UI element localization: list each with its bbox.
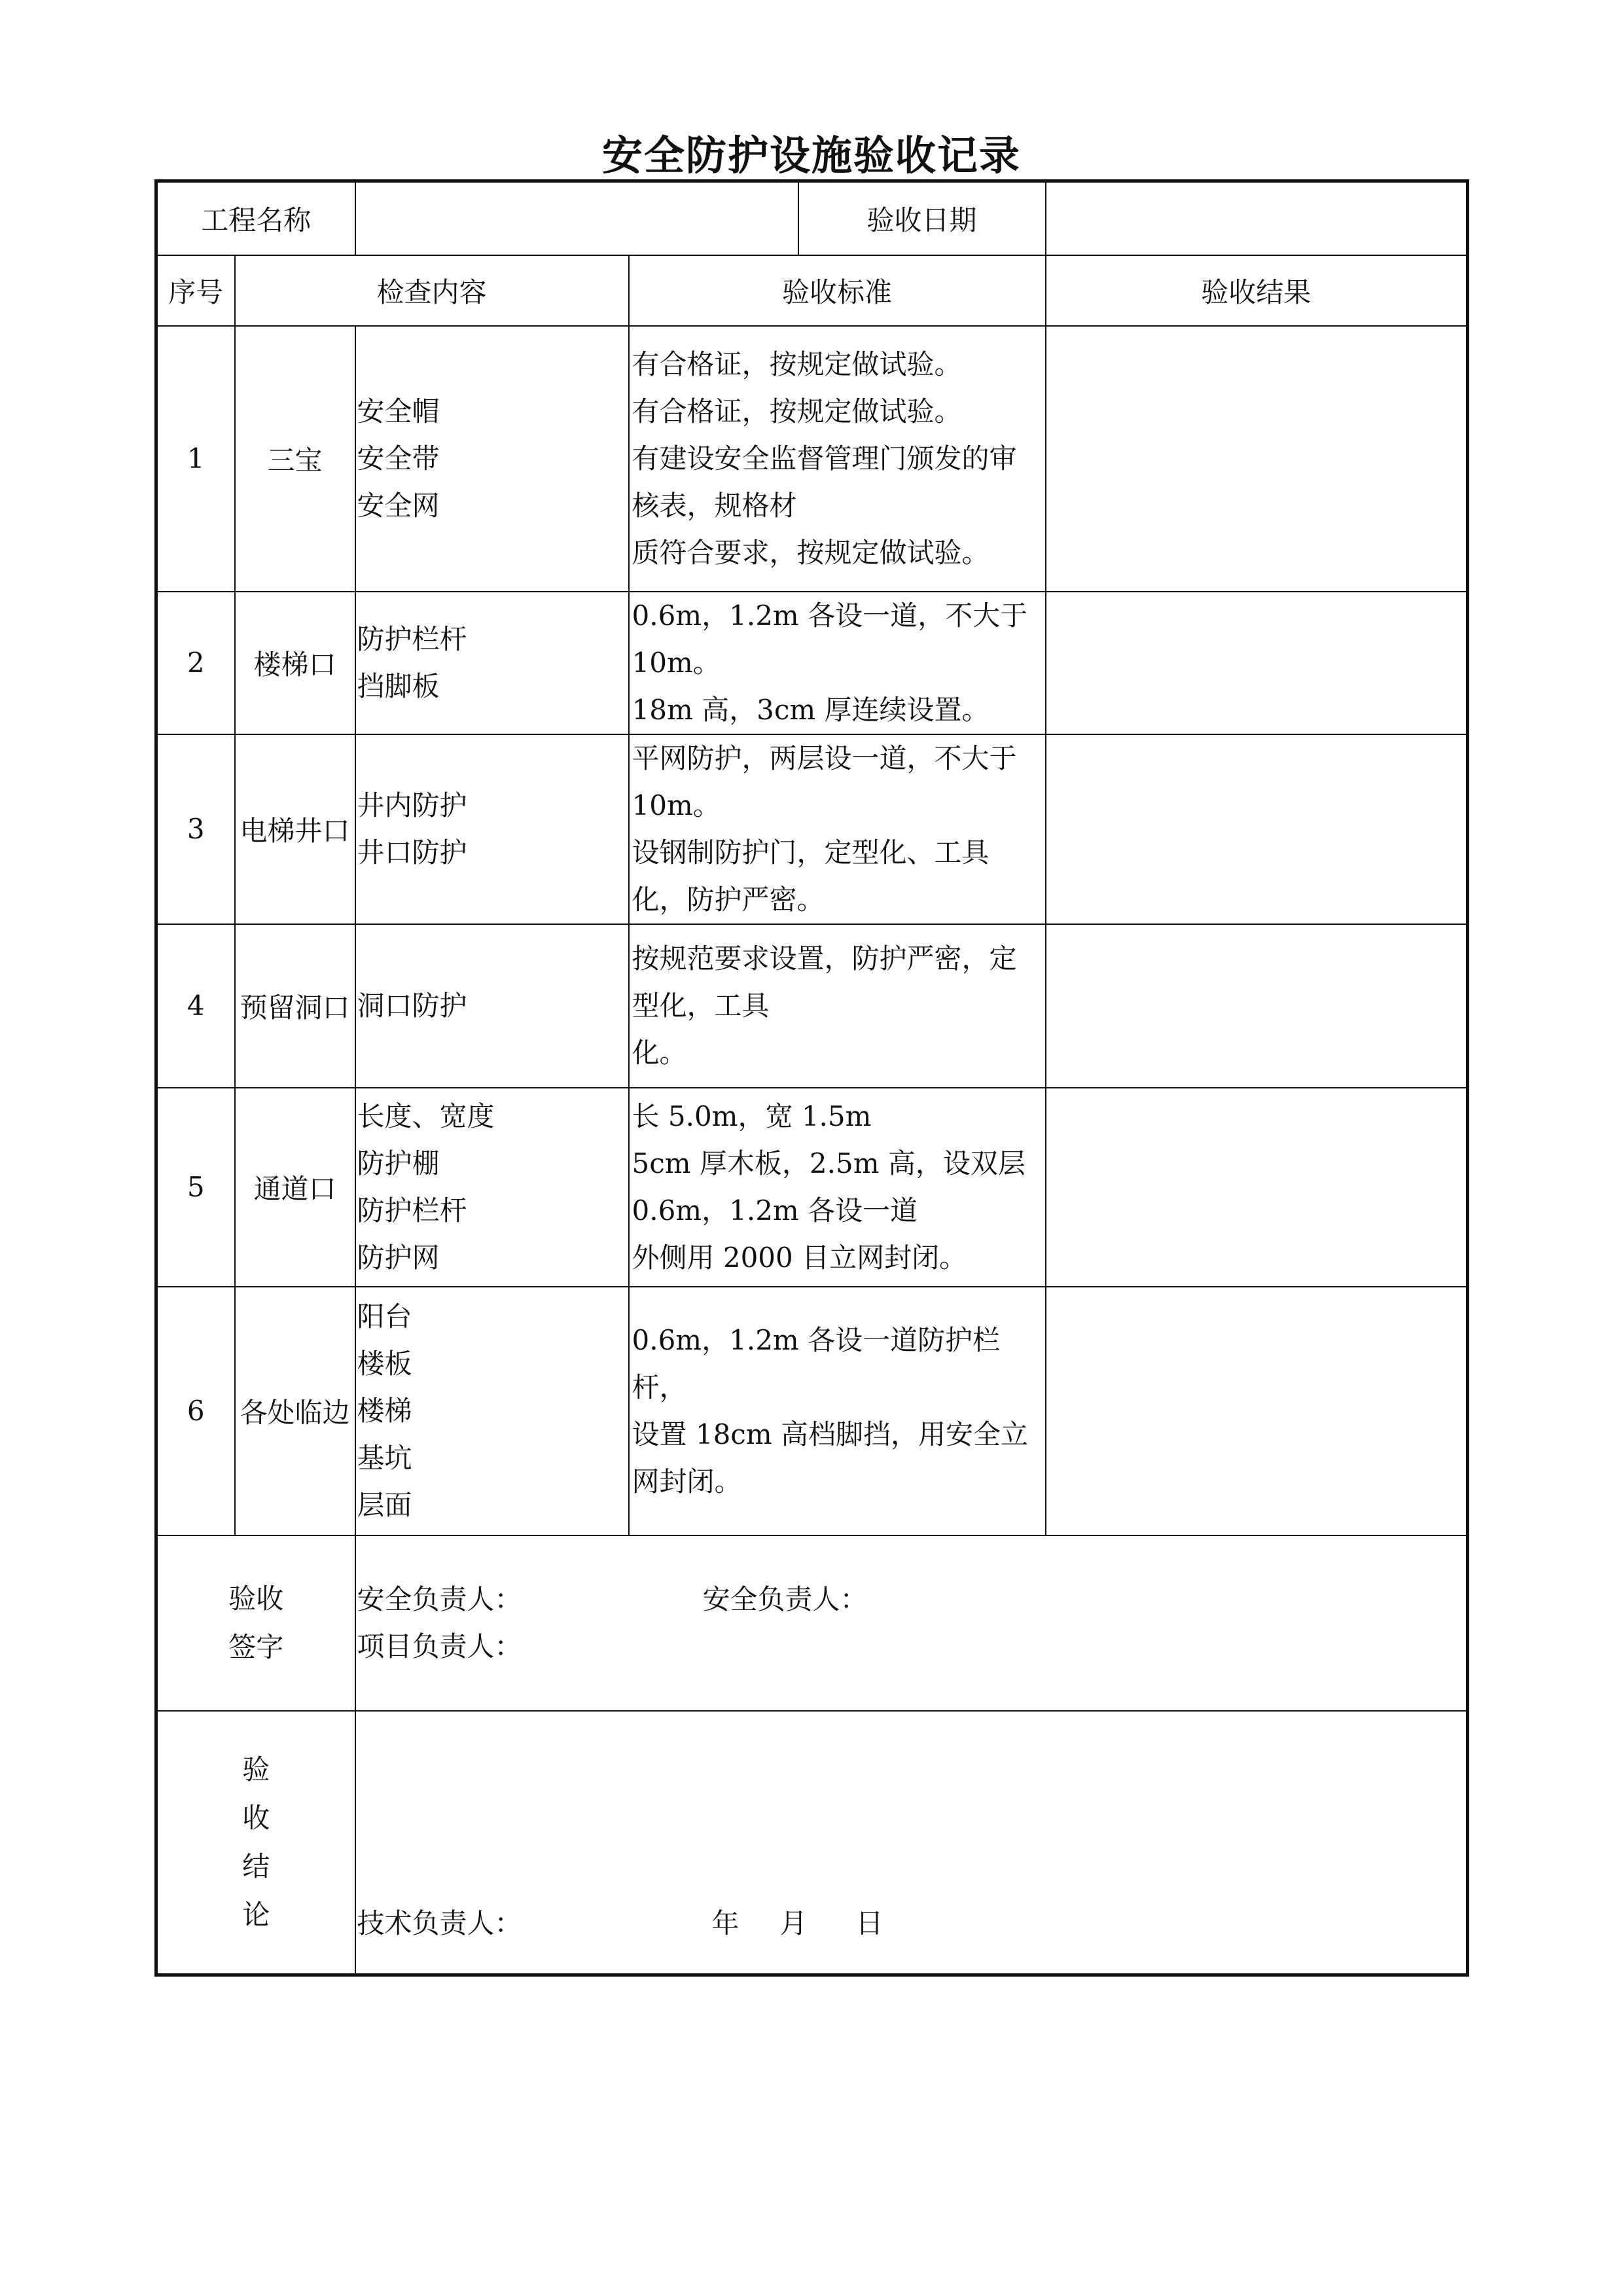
row-category: 通道口 (235, 1088, 355, 1287)
row-category: 电梯井口 (235, 734, 355, 924)
row-category: 三宝 (235, 326, 355, 592)
row-standard (629, 734, 1046, 924)
standard-line: 平网防护，两层设一道，不大于 10m。 (632, 742, 1017, 821)
standard-line: 设钢制防护门，定型化、工具化，防护严密。 (632, 836, 990, 916)
standard-line: 设置 18cm 高档脚挡，用安全立网封闭。 (632, 1418, 1029, 1498)
check-item: 防护网 (357, 1241, 440, 1274)
check-item: 阳台 (357, 1300, 412, 1333)
acceptance-date-label: 验收日期 (798, 181, 1046, 255)
row-items (355, 592, 629, 734)
row-index: 5 (156, 1088, 235, 1287)
check-item: 基坑 (357, 1441, 412, 1474)
acceptance-date-field[interactable] (1046, 181, 1468, 255)
standard-line: 质符合要求，按规定做试验。 (632, 536, 990, 569)
check-item: 洞口防护 (357, 989, 467, 1022)
table-row (156, 326, 1468, 592)
col-header-content: 检查内容 (235, 255, 629, 326)
standard-line: 0.6m，1.2m 各设一道防护栏杆， (632, 1323, 1001, 1403)
standard-line: 有建设安全监督管理门颁发的审核表，规格材 (632, 442, 1017, 522)
signature-row (156, 1535, 1468, 1711)
check-item: 防护栏杆 (357, 1194, 467, 1227)
standard-line: 长 5.0m，宽 1.5m (632, 1100, 872, 1132)
row-index: 4 (156, 924, 235, 1088)
standard-line: 0.6m，1.2m 各设一道，不大于 10m。 (632, 599, 1028, 679)
date-month: 月 (779, 1907, 808, 1939)
conclusion-area[interactable] (355, 1711, 1468, 1975)
row-result-field[interactable] (1046, 924, 1468, 1088)
row-items (355, 734, 629, 924)
standard-line: 有合格证，按规定做试验。 (632, 395, 962, 427)
row-result-field[interactable] (1046, 592, 1468, 734)
project-name-label: 工程名称 (156, 181, 355, 255)
row-result-field[interactable] (1046, 326, 1468, 592)
check-item: 安全网 (357, 489, 440, 522)
check-item: 挡脚板 (357, 670, 440, 702)
check-item: 井内防护 (357, 789, 467, 821)
row-index: 1 (156, 326, 235, 592)
standard-line: 有合格证，按规定做试验。 (632, 348, 962, 380)
inspection-form-table (154, 179, 1469, 1977)
row-items (355, 1088, 629, 1287)
row-index: 2 (156, 592, 235, 734)
row-standard (629, 592, 1046, 734)
row-standard (629, 326, 1046, 592)
tech-lead-signature[interactable]: 技术负责人： (357, 1907, 522, 1939)
col-header-index: 序号 (156, 255, 235, 326)
row-items (355, 326, 629, 592)
table-row (156, 924, 1468, 1088)
table-row (156, 592, 1468, 734)
row-result-field[interactable] (1046, 734, 1468, 924)
safety-lead-signature-1[interactable]: 安全负责人： (357, 1583, 522, 1615)
check-item: 防护栏杆 (357, 622, 467, 655)
conclusion-row (156, 1711, 1468, 1975)
header-row (156, 181, 1468, 255)
document-title: 安全防护设施验收记录 (601, 132, 1021, 179)
check-item: 层面 (357, 1488, 412, 1521)
date-year: 年 (711, 1907, 740, 1939)
column-header-row (156, 255, 1468, 326)
row-index: 6 (156, 1287, 235, 1535)
table-row (156, 1088, 1468, 1287)
safety-lead-signature-2[interactable]: 安全负责人： (702, 1583, 868, 1615)
row-items (355, 1287, 629, 1535)
date-day: 日 (855, 1907, 883, 1939)
col-header-standard: 验收标准 (629, 255, 1046, 326)
standard-line: 化。 (632, 1036, 687, 1069)
check-item: 楼板 (357, 1347, 412, 1380)
row-category: 楼梯口 (235, 592, 355, 734)
row-result-field[interactable] (1046, 1088, 1468, 1287)
standard-line: 18m 高，3cm 厚连续设置。 (632, 693, 990, 726)
standard-line: 5cm 厚木板，2.5m 高，设双层 (632, 1147, 1026, 1179)
row-category: 预留洞口 (235, 924, 355, 1088)
col-header-result: 验收结果 (1046, 255, 1468, 326)
table-row (156, 734, 1468, 924)
row-result-field[interactable] (1046, 1287, 1468, 1535)
row-index: 3 (156, 734, 235, 924)
table-row (156, 1287, 1468, 1535)
check-item: 楼梯 (357, 1394, 412, 1427)
signature-area (355, 1535, 1468, 1711)
standard-line: 按规范要求设置，防护严密，定型化，工具 (632, 942, 1017, 1022)
project-lead-signature[interactable]: 项目负责人： (357, 1630, 522, 1662)
row-standard (629, 1287, 1046, 1535)
check-item: 井口防护 (357, 836, 467, 869)
check-item: 安全帽 (357, 395, 440, 427)
conclusion-label: 验 收 结 论 (156, 1711, 355, 1975)
check-item: 安全带 (357, 442, 440, 475)
signature-label: 验收 签字 (156, 1535, 355, 1711)
project-name-field[interactable] (355, 181, 798, 255)
standard-line: 0.6m，1.2m 各设一道 (632, 1194, 918, 1227)
row-category: 各处临边 (235, 1287, 355, 1535)
check-item: 长度、宽度 (357, 1100, 495, 1132)
row-items (355, 924, 629, 1088)
standard-line: 外侧用 2000 目立网封闭。 (632, 1241, 967, 1274)
row-standard (629, 924, 1046, 1088)
check-item: 防护棚 (357, 1147, 440, 1179)
row-standard (629, 1088, 1046, 1287)
